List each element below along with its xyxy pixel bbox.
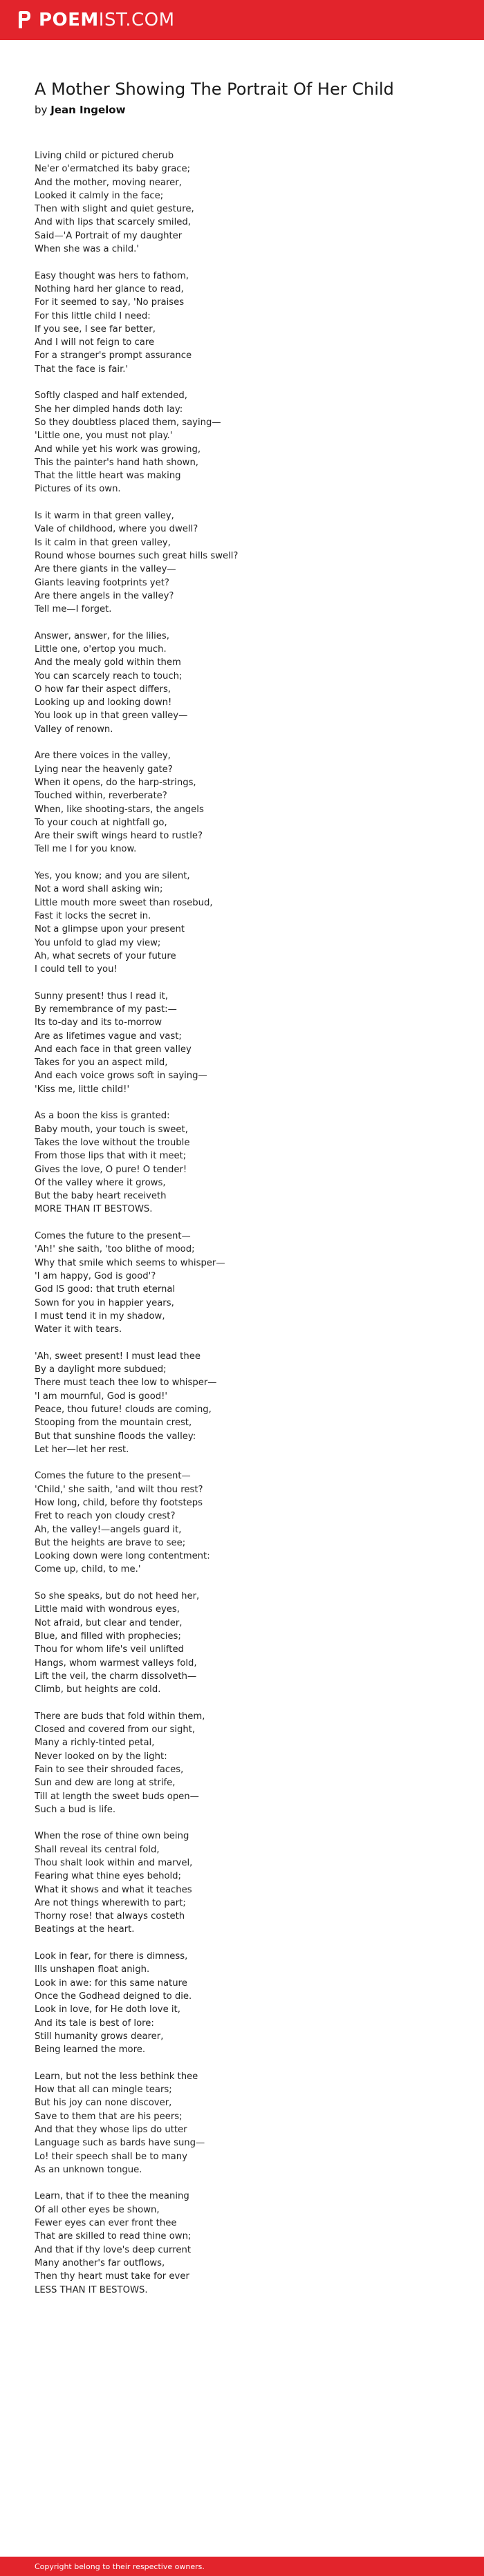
poem-line: Tell me I for you know. bbox=[35, 844, 137, 855]
poem-line: Lo! their speech shall be to many bbox=[35, 2151, 187, 2162]
poem-line: Stooping from the mountain crest, bbox=[35, 1418, 192, 1429]
poem-line: Pictures of its own. bbox=[35, 484, 121, 495]
poem-line: Are there angels in the valley? bbox=[35, 590, 174, 601]
poem-stanza bbox=[35, 1350, 449, 1456]
poem-stanza bbox=[35, 1109, 449, 1216]
poem-line: As an unknown tongue. bbox=[35, 2164, 142, 2175]
poem-line: She her dimpled hands doth lay: bbox=[35, 404, 183, 415]
footer-copyright: Copyright belong to their respective owners. bbox=[35, 2561, 205, 2571]
poem-line: What it shows and what it teaches bbox=[35, 1884, 192, 1895]
poem-line: Are their swift wings heard to rustle? bbox=[35, 831, 203, 842]
poem-stanza bbox=[35, 2190, 449, 2296]
poem-line: Comes the future to the present— bbox=[35, 1231, 191, 1242]
poem-line: Little one, o'ertop you much. bbox=[35, 643, 167, 655]
poem-line: Then thy heart must take for ever bbox=[35, 2271, 189, 2282]
poem-line: Of the valley where it grows, bbox=[35, 1177, 166, 1188]
poem-line: There must teach thee low to whisper— bbox=[35, 1378, 217, 1389]
poem-line: That the little heart was making bbox=[35, 471, 181, 482]
poem-line: Fewer eyes can ever front thee bbox=[35, 2218, 177, 2229]
poem-line: Being learned the more. bbox=[35, 2044, 146, 2056]
poem-stanza bbox=[35, 1830, 449, 1936]
poem-line: When it opens, do the harp-strings, bbox=[35, 777, 196, 788]
poem-line: Is it calm in that green valley, bbox=[35, 537, 171, 548]
poem-line: You can scarcely reach to touch; bbox=[35, 670, 183, 681]
logo-light-text: IST.COM bbox=[98, 10, 175, 30]
poem-stanza bbox=[35, 1950, 449, 2056]
poem-line: Look in love, for He doth love it, bbox=[35, 2004, 180, 2015]
poem-line: Answer, answer, for the lilies, bbox=[35, 630, 169, 641]
poem-line: Still humanity grows dearer, bbox=[35, 2031, 164, 2042]
poem-line: Blue, and filled with prophecies; bbox=[35, 1630, 181, 1642]
poem-line: Never looked on by the light: bbox=[35, 1751, 167, 1762]
poem-line: Look in awe: for this same nature bbox=[35, 1977, 187, 1989]
poem-line: How long, child, before thy footsteps bbox=[35, 1497, 203, 1508]
poem-line: Softly clasped and half extended, bbox=[35, 391, 187, 402]
poem-line: Looking down were long contentment: bbox=[35, 1551, 210, 1562]
poem-line: For it seemed to say, 'No praises bbox=[35, 297, 185, 308]
poem-line: Its to-day and its to-morrow bbox=[35, 1017, 162, 1028]
poem-line: And that if thy love's deep current bbox=[35, 2244, 192, 2255]
poem-line: So they doubtless placed them, saying— bbox=[35, 417, 221, 428]
poem-line: So she speaks, but do not heed her, bbox=[35, 1591, 200, 1602]
poem-line: Vale of childhood, where you dwell? bbox=[35, 524, 198, 535]
poem-line: Tell me—I forget. bbox=[35, 604, 112, 615]
poem-line: By remembrance of my past:— bbox=[35, 1004, 177, 1015]
poem-line: Gives the love, O pure! O tender! bbox=[35, 1164, 187, 1175]
poem-line: Are not things wherewith to part; bbox=[35, 1897, 186, 1908]
poem-line: For a stranger's prompt assurance bbox=[35, 350, 192, 361]
poem-line: If you see, I see far better, bbox=[35, 323, 156, 335]
poem-line: Ills unshapen float anigh. bbox=[35, 1964, 150, 1975]
author-link[interactable]: Jean Ingelow bbox=[50, 104, 126, 116]
poem-line: Comes the future to the present— bbox=[35, 1471, 191, 1482]
poem-line: From those lips that with it meet; bbox=[35, 1151, 187, 1162]
poem-line: Not a word shall asking win; bbox=[35, 884, 163, 895]
poem-line: Sunny present! thus I read it, bbox=[35, 990, 168, 1002]
poem-stanza bbox=[35, 749, 449, 856]
poem-line: Climb, but heights are cold. bbox=[35, 1684, 161, 1695]
poem-line: 'Little one, you must not play.' bbox=[35, 431, 173, 442]
poem-line: Giants leaving footprints yet? bbox=[35, 577, 169, 588]
logo-bold-text: POEM bbox=[39, 10, 99, 30]
poem-line: Lift the veil, the charm dissolveth— bbox=[35, 1671, 197, 1682]
poem-line: You unfold to glad my view; bbox=[35, 937, 161, 948]
site-header bbox=[0, 0, 484, 40]
poem-line: I must tend it in my shadow, bbox=[35, 1310, 165, 1322]
poem-line: Sown for you in happier years, bbox=[35, 1297, 174, 1308]
poem-line: 'Ah, sweet present! I must lead thee bbox=[35, 1351, 201, 1362]
poem-line: But the baby heart receiveth bbox=[35, 1191, 167, 1202]
poem-line: Are there giants in the valley— bbox=[35, 564, 176, 575]
poem-line: Then with slight and quiet gesture, bbox=[35, 204, 194, 215]
poem-line: But that sunshine floods the valley: bbox=[35, 1431, 196, 1442]
poem-stanza bbox=[35, 1710, 449, 1816]
poem-line: Hangs, whom warmest valleys fold, bbox=[35, 1657, 197, 1668]
poem-line: 'Child,' she saith, 'and wilt thou rest? bbox=[35, 1484, 203, 1495]
poem-line: 'Kiss me, little child!' bbox=[35, 1084, 130, 1095]
poem-line: Thou for whom life's veil unlifted bbox=[35, 1644, 184, 1655]
poem-line: Yes, you know; and you are silent, bbox=[35, 871, 190, 882]
poem-line: But his joy can none discover, bbox=[35, 2098, 172, 2109]
poem-line: Round whose bournes such great hills swell? bbox=[35, 550, 239, 561]
poem-line: Not a glimpse upon your present bbox=[35, 924, 185, 935]
poem-line: Let her—let her rest. bbox=[35, 1444, 129, 1455]
poem-line: And the mealy gold within them bbox=[35, 657, 181, 668]
poem-line: I could tell to you! bbox=[35, 964, 118, 975]
poem-stanza bbox=[35, 2070, 449, 2177]
poem-line: By a daylight more subdued; bbox=[35, 1364, 167, 1375]
poem-line: Many another's far outflows, bbox=[35, 2257, 165, 2268]
poem-line: When, like shooting-stars, the angels bbox=[35, 804, 204, 815]
poem-line: God IS good: that truth eternal bbox=[35, 1284, 176, 1295]
poem-stanza bbox=[35, 270, 449, 376]
poem-line: How that all can mingle tears; bbox=[35, 2085, 172, 2096]
poem-line: And each face in that green valley bbox=[35, 1044, 192, 1055]
poem-line: 'Ah!' she saith, 'too blithe of mood; bbox=[35, 1244, 195, 1255]
poem-line: Ne'er o'ermatched its baby grace; bbox=[35, 164, 191, 175]
poem-line: And the mother, moving nearer, bbox=[35, 177, 182, 188]
poem-line: That the face is fair.' bbox=[35, 364, 129, 375]
poem-line: Thorny rose! that always costeth bbox=[35, 1911, 185, 1922]
poem-line: When the rose of thine own being bbox=[35, 1831, 189, 1842]
poem-line: Save to them that are his peers; bbox=[35, 2111, 183, 2122]
poem-line: And I will not feign to care bbox=[35, 337, 155, 348]
poem-line: Many a richly-tinted petal, bbox=[35, 1738, 155, 1749]
poem-line: Thou shalt look within and marvel, bbox=[35, 1858, 193, 1868]
poem-stanza bbox=[35, 1590, 449, 1696]
poem-line: Such a bud is life. bbox=[35, 1804, 116, 1815]
poem-line: And its tale is best of lore: bbox=[35, 2018, 154, 2029]
poem-line: Are there voices in the valley, bbox=[35, 751, 171, 762]
poem-line: Beatings at the heart. bbox=[35, 1924, 135, 1935]
poem-line: Lying near the heavenly gate? bbox=[35, 764, 173, 775]
poem-line: As a boon the kiss is granted: bbox=[35, 1111, 170, 1122]
poem-byline bbox=[35, 104, 449, 116]
poem-stanza bbox=[35, 1230, 449, 1336]
poem-line: Of all other eyes be shown, bbox=[35, 2204, 160, 2215]
poem-stanza bbox=[35, 990, 449, 1096]
byline-prefix: by bbox=[35, 104, 48, 116]
logo-quill-icon[interactable] bbox=[17, 10, 32, 30]
poem-line: LESS THAN IT BESTOWS. bbox=[35, 2284, 148, 2295]
poem-stanza bbox=[35, 389, 449, 496]
poem-line: And while yet his work was growing, bbox=[35, 444, 201, 455]
poem-stanza bbox=[35, 149, 449, 256]
poem-line: Peace, thou future! clouds are coming, bbox=[35, 1404, 212, 1415]
poem-line: Fearing what thine eyes behold; bbox=[35, 1871, 181, 1882]
poem-line: Looked it calmly in the face; bbox=[35, 190, 164, 201]
poem-line: Language such as bards have sung— bbox=[35, 2138, 205, 2149]
poem-line: Till at length the sweet buds open— bbox=[35, 1791, 199, 1802]
poem-title: A Mother Showing The Portrait Of Her Child bbox=[35, 79, 394, 99]
poem-line: And that they whose lips do utter bbox=[35, 2124, 187, 2135]
poem-line: Nothing hard her glance to read, bbox=[35, 283, 184, 294]
poem-line: Sun and dew are long at strife, bbox=[35, 1778, 176, 1789]
poem-line: Look in fear, for there is dimness, bbox=[35, 1951, 188, 1962]
poem-line: And with lips that scarcely smiled, bbox=[35, 217, 191, 228]
site-footer bbox=[0, 2557, 484, 2576]
poem-line: Touched within, reverberate? bbox=[35, 791, 167, 802]
poem-line: That are skilled to read thine own; bbox=[35, 2231, 192, 2242]
poem-stanza bbox=[35, 869, 449, 976]
poem-line: This the painter's hand hath shown, bbox=[35, 457, 198, 468]
poem-line: When she was a child.' bbox=[35, 244, 139, 255]
poem-line: But the heights are brave to see; bbox=[35, 1537, 186, 1548]
poem-line: Once the Godhead deigned to die. bbox=[35, 1991, 192, 2002]
poem-line: Are as lifetimes vague and vast; bbox=[35, 1031, 182, 1042]
poem-stanza bbox=[35, 509, 449, 616]
poem-line: Ah, what secrets of your future bbox=[35, 950, 176, 961]
poem-line: Learn, that if to thee the meaning bbox=[35, 2191, 189, 2202]
poem-line: O how far their aspect differs, bbox=[35, 684, 171, 695]
poem-line: Little mouth more sweet than rosebud, bbox=[35, 897, 213, 908]
poem-content bbox=[0, 79, 484, 2297]
poem-line: Living child or pictured cherub bbox=[35, 151, 174, 161]
poem-line: Looking up and looking down! bbox=[35, 697, 172, 708]
poem-line: There are buds that fold within them, bbox=[35, 1711, 205, 1722]
poem-line: And each voice grows soft in saying— bbox=[35, 1071, 207, 1082]
poem-line: Is it warm in that green valley, bbox=[35, 511, 174, 522]
poem-line: Valley of renown. bbox=[35, 724, 113, 735]
poem-line: For this little child I need: bbox=[35, 310, 151, 321]
poem-line: Takes the love without the trouble bbox=[35, 1137, 190, 1148]
poem-line: Said—'A Portrait of my daughter bbox=[35, 230, 183, 241]
poem-line: MORE THAN IT BESTOWS. bbox=[35, 1204, 153, 1215]
poem-line: Closed and covered from our sight, bbox=[35, 1724, 196, 1736]
poem-line: Ah, the valley!—angels guard it, bbox=[35, 1524, 182, 1535]
poem-line: Come up, child, to me.' bbox=[35, 1564, 141, 1575]
poem-line: Fain to see their shrouded faces, bbox=[35, 1764, 184, 1775]
poem-line: Shall reveal its central fold, bbox=[35, 1844, 160, 1855]
poem-line: Takes for you an aspect mild, bbox=[35, 1057, 168, 1069]
poem-line: Not afraid, but clear and tender, bbox=[35, 1617, 183, 1628]
poem-line: You look up in that green valley— bbox=[35, 711, 188, 722]
poem-line: 'I am mournful, God is good!' bbox=[35, 1391, 168, 1402]
poem-line: Little maid with wondrous eyes, bbox=[35, 1604, 180, 1615]
poem-line: To your couch at nightfall go, bbox=[35, 817, 167, 828]
poem-line: Fret to reach yon cloudy crest? bbox=[35, 1511, 176, 1522]
poem-stanza bbox=[35, 1469, 449, 1576]
poem-body bbox=[35, 149, 449, 2297]
poem-line: Learn, but not the less bethink thee bbox=[35, 2071, 198, 2082]
poem-line: Water it with tears. bbox=[35, 1324, 122, 1335]
poem-line: 'I am happy, God is good'? bbox=[35, 1270, 156, 1281]
poem-stanza bbox=[35, 630, 449, 736]
poem-line: Baby mouth, your touch is sweet, bbox=[35, 1124, 188, 1135]
poem-line: Fast it locks the secret in. bbox=[35, 910, 151, 921]
site-logo-link[interactable] bbox=[39, 10, 175, 30]
poem-line: Why that smile which seems to whisper— bbox=[35, 1257, 225, 1268]
poem-line: Easy thought was hers to fathom, bbox=[35, 270, 189, 281]
